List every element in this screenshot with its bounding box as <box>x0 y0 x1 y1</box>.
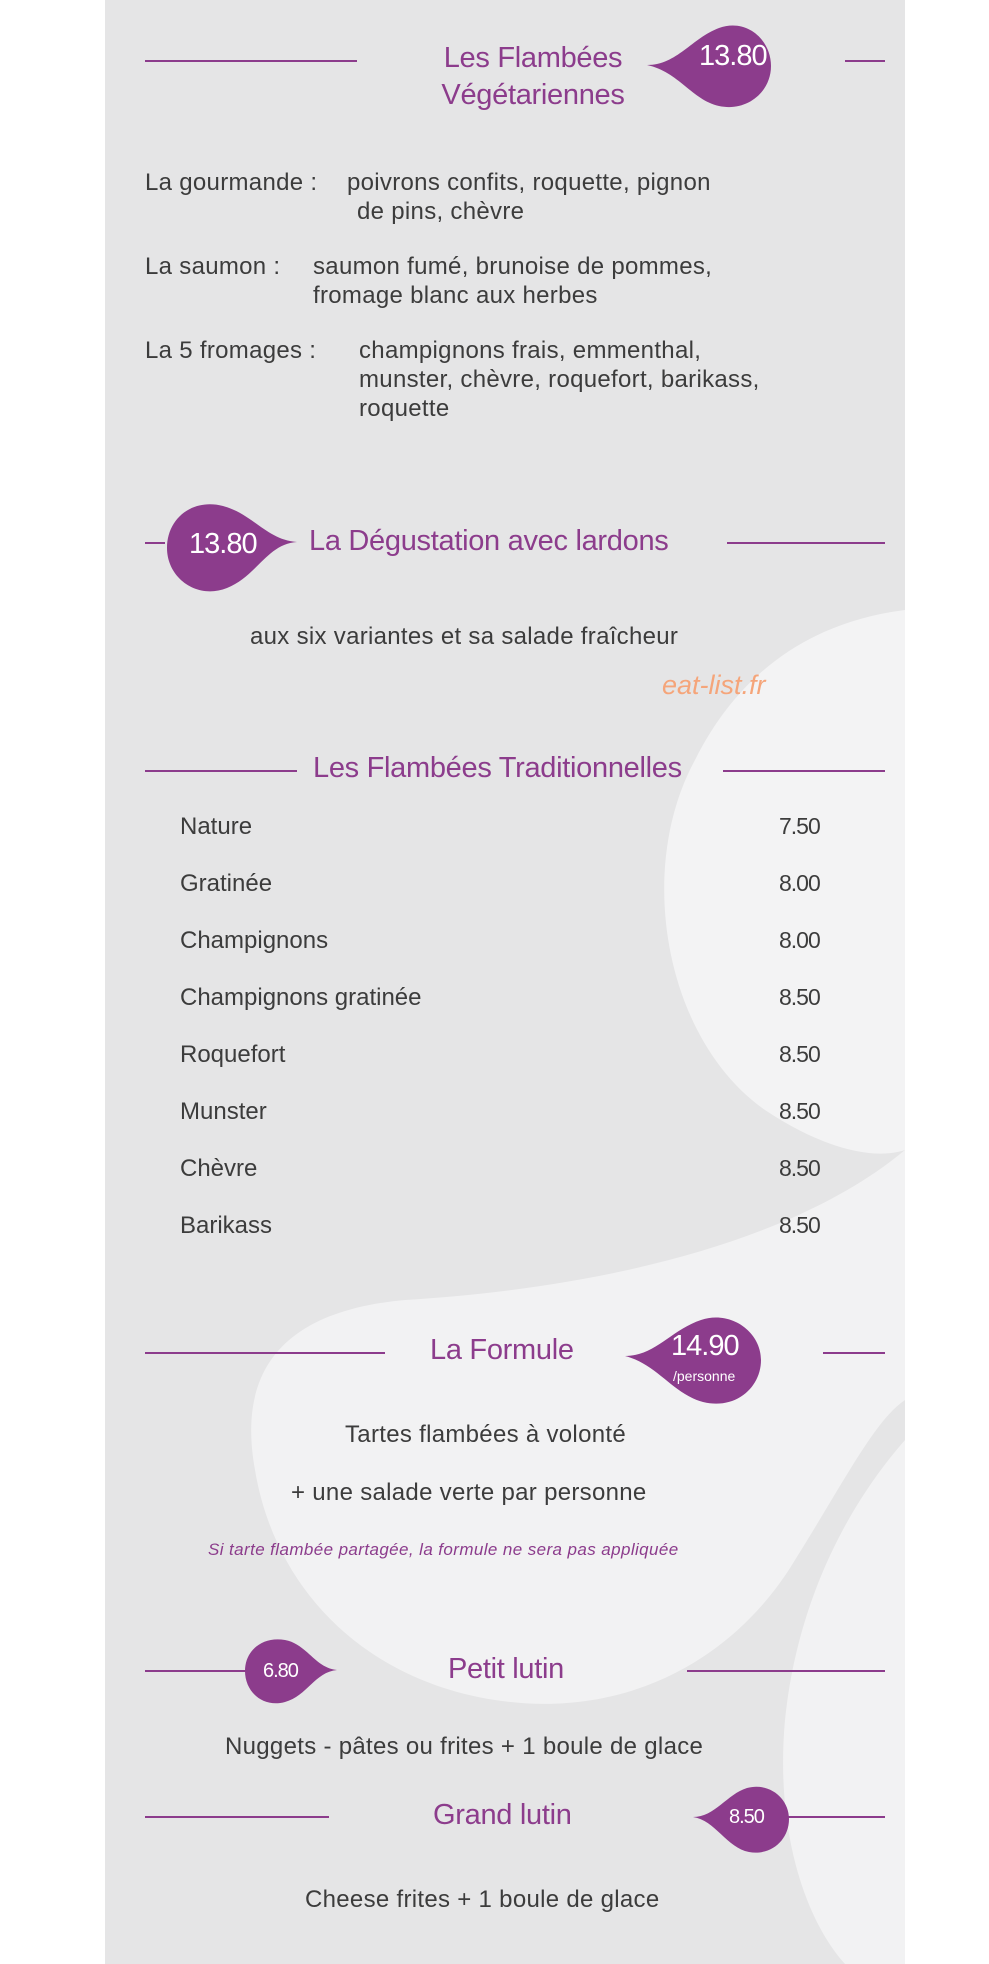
item-name: Roquefort <box>180 1041 286 1068</box>
price-value: 13.80 <box>699 40 767 72</box>
divider-line <box>723 770 885 772</box>
item-price: 8.50 <box>779 1041 820 1067</box>
divider-line <box>145 1816 329 1818</box>
item-label: La saumon : <box>145 253 281 280</box>
item-price: 8.50 <box>779 1155 820 1181</box>
formule-line-2: + une salade verte par personne <box>291 1479 647 1506</box>
divider-line <box>145 60 357 62</box>
item-name: Champignons <box>180 927 329 954</box>
item-price: 8.50 <box>779 1212 820 1238</box>
item-name: Chèvre <box>180 1155 258 1182</box>
item-price: 8.00 <box>779 927 820 953</box>
item-name: Champignons gratinée <box>180 984 422 1011</box>
veg-item-gourmande <box>145 168 711 197</box>
item-description: munster, chèvre, roquefort, barikass, <box>359 366 760 393</box>
divider-line <box>687 1670 885 1672</box>
divider-line <box>145 1352 385 1354</box>
price-badge <box>245 1638 337 1706</box>
price-unit: /personne <box>673 1368 736 1384</box>
watermark-text: eat-list.fr <box>662 670 766 700</box>
title-line: Végétariennes <box>441 79 625 111</box>
divider-line <box>785 1816 885 1818</box>
formule-note: Si tarte flambée partagée, la formule ne sera pas appliquée <box>208 1540 679 1559</box>
item-name: Gratinée <box>180 870 273 897</box>
price-badge <box>625 1312 761 1408</box>
section-title-formule: La Formule <box>430 1334 574 1366</box>
item-price: 8.00 <box>779 870 820 896</box>
formule-line-1: Tartes flambées à volonté <box>345 1421 626 1448</box>
item-name: Munster <box>180 1098 267 1125</box>
item-description: saumon fumé, brunoise de pommes, <box>313 253 713 280</box>
menu-page <box>105 0 905 1964</box>
section-title-petit-lutin: Petit lutin <box>448 1653 564 1685</box>
degustation-subtitle: aux six variantes et sa salade fraîcheur <box>250 623 679 650</box>
section-title-grand-lutin: Grand lutin <box>433 1799 572 1831</box>
item-description: champignons frais, emmenthal, <box>359 337 702 364</box>
item-description: poivrons confits, roquette, pignon <box>347 169 711 196</box>
item-price: 8.50 <box>779 1098 820 1124</box>
item-name: Barikass <box>180 1212 273 1239</box>
item-label: La gourmande : <box>145 169 318 196</box>
section-title-vegetarian <box>413 40 653 114</box>
item-description: fromage blanc aux herbes <box>313 282 598 309</box>
divider-line <box>845 60 885 62</box>
item-price: 7.50 <box>779 813 820 839</box>
title-line: Les Flambées <box>443 42 623 74</box>
item-description: de pins, chèvre <box>357 198 525 225</box>
veg-item-saumon <box>145 252 713 281</box>
price-badge <box>647 20 771 110</box>
section-title-degustation: La Dégustation avec lardons <box>309 525 669 557</box>
section-title-traditional: Les Flambées Traditionnelles <box>313 752 682 784</box>
item-price: 8.50 <box>779 984 820 1010</box>
item-description: roquette <box>359 395 450 422</box>
divider-line <box>823 1352 885 1354</box>
petit-lutin-description: Nuggets - pâtes ou frites + 1 boule de glace <box>225 1733 704 1760</box>
divider-line <box>145 542 165 544</box>
price-value: 6.80 <box>263 1660 298 1682</box>
item-name: Nature <box>180 813 253 840</box>
item-label: La 5 fromages : <box>145 337 317 364</box>
divider-line <box>727 542 885 544</box>
grand-lutin-description: Cheese frites + 1 boule de glace <box>305 1886 660 1913</box>
price-badge <box>167 502 297 596</box>
divider-line <box>145 1670 247 1672</box>
veg-item-5-fromages <box>145 336 702 365</box>
divider-line <box>145 770 297 772</box>
price-value: 13.80 <box>189 528 257 560</box>
price-value: 8.50 <box>729 1806 764 1828</box>
price-value: 14.90 <box>671 1330 739 1362</box>
price-badge <box>693 1784 789 1854</box>
